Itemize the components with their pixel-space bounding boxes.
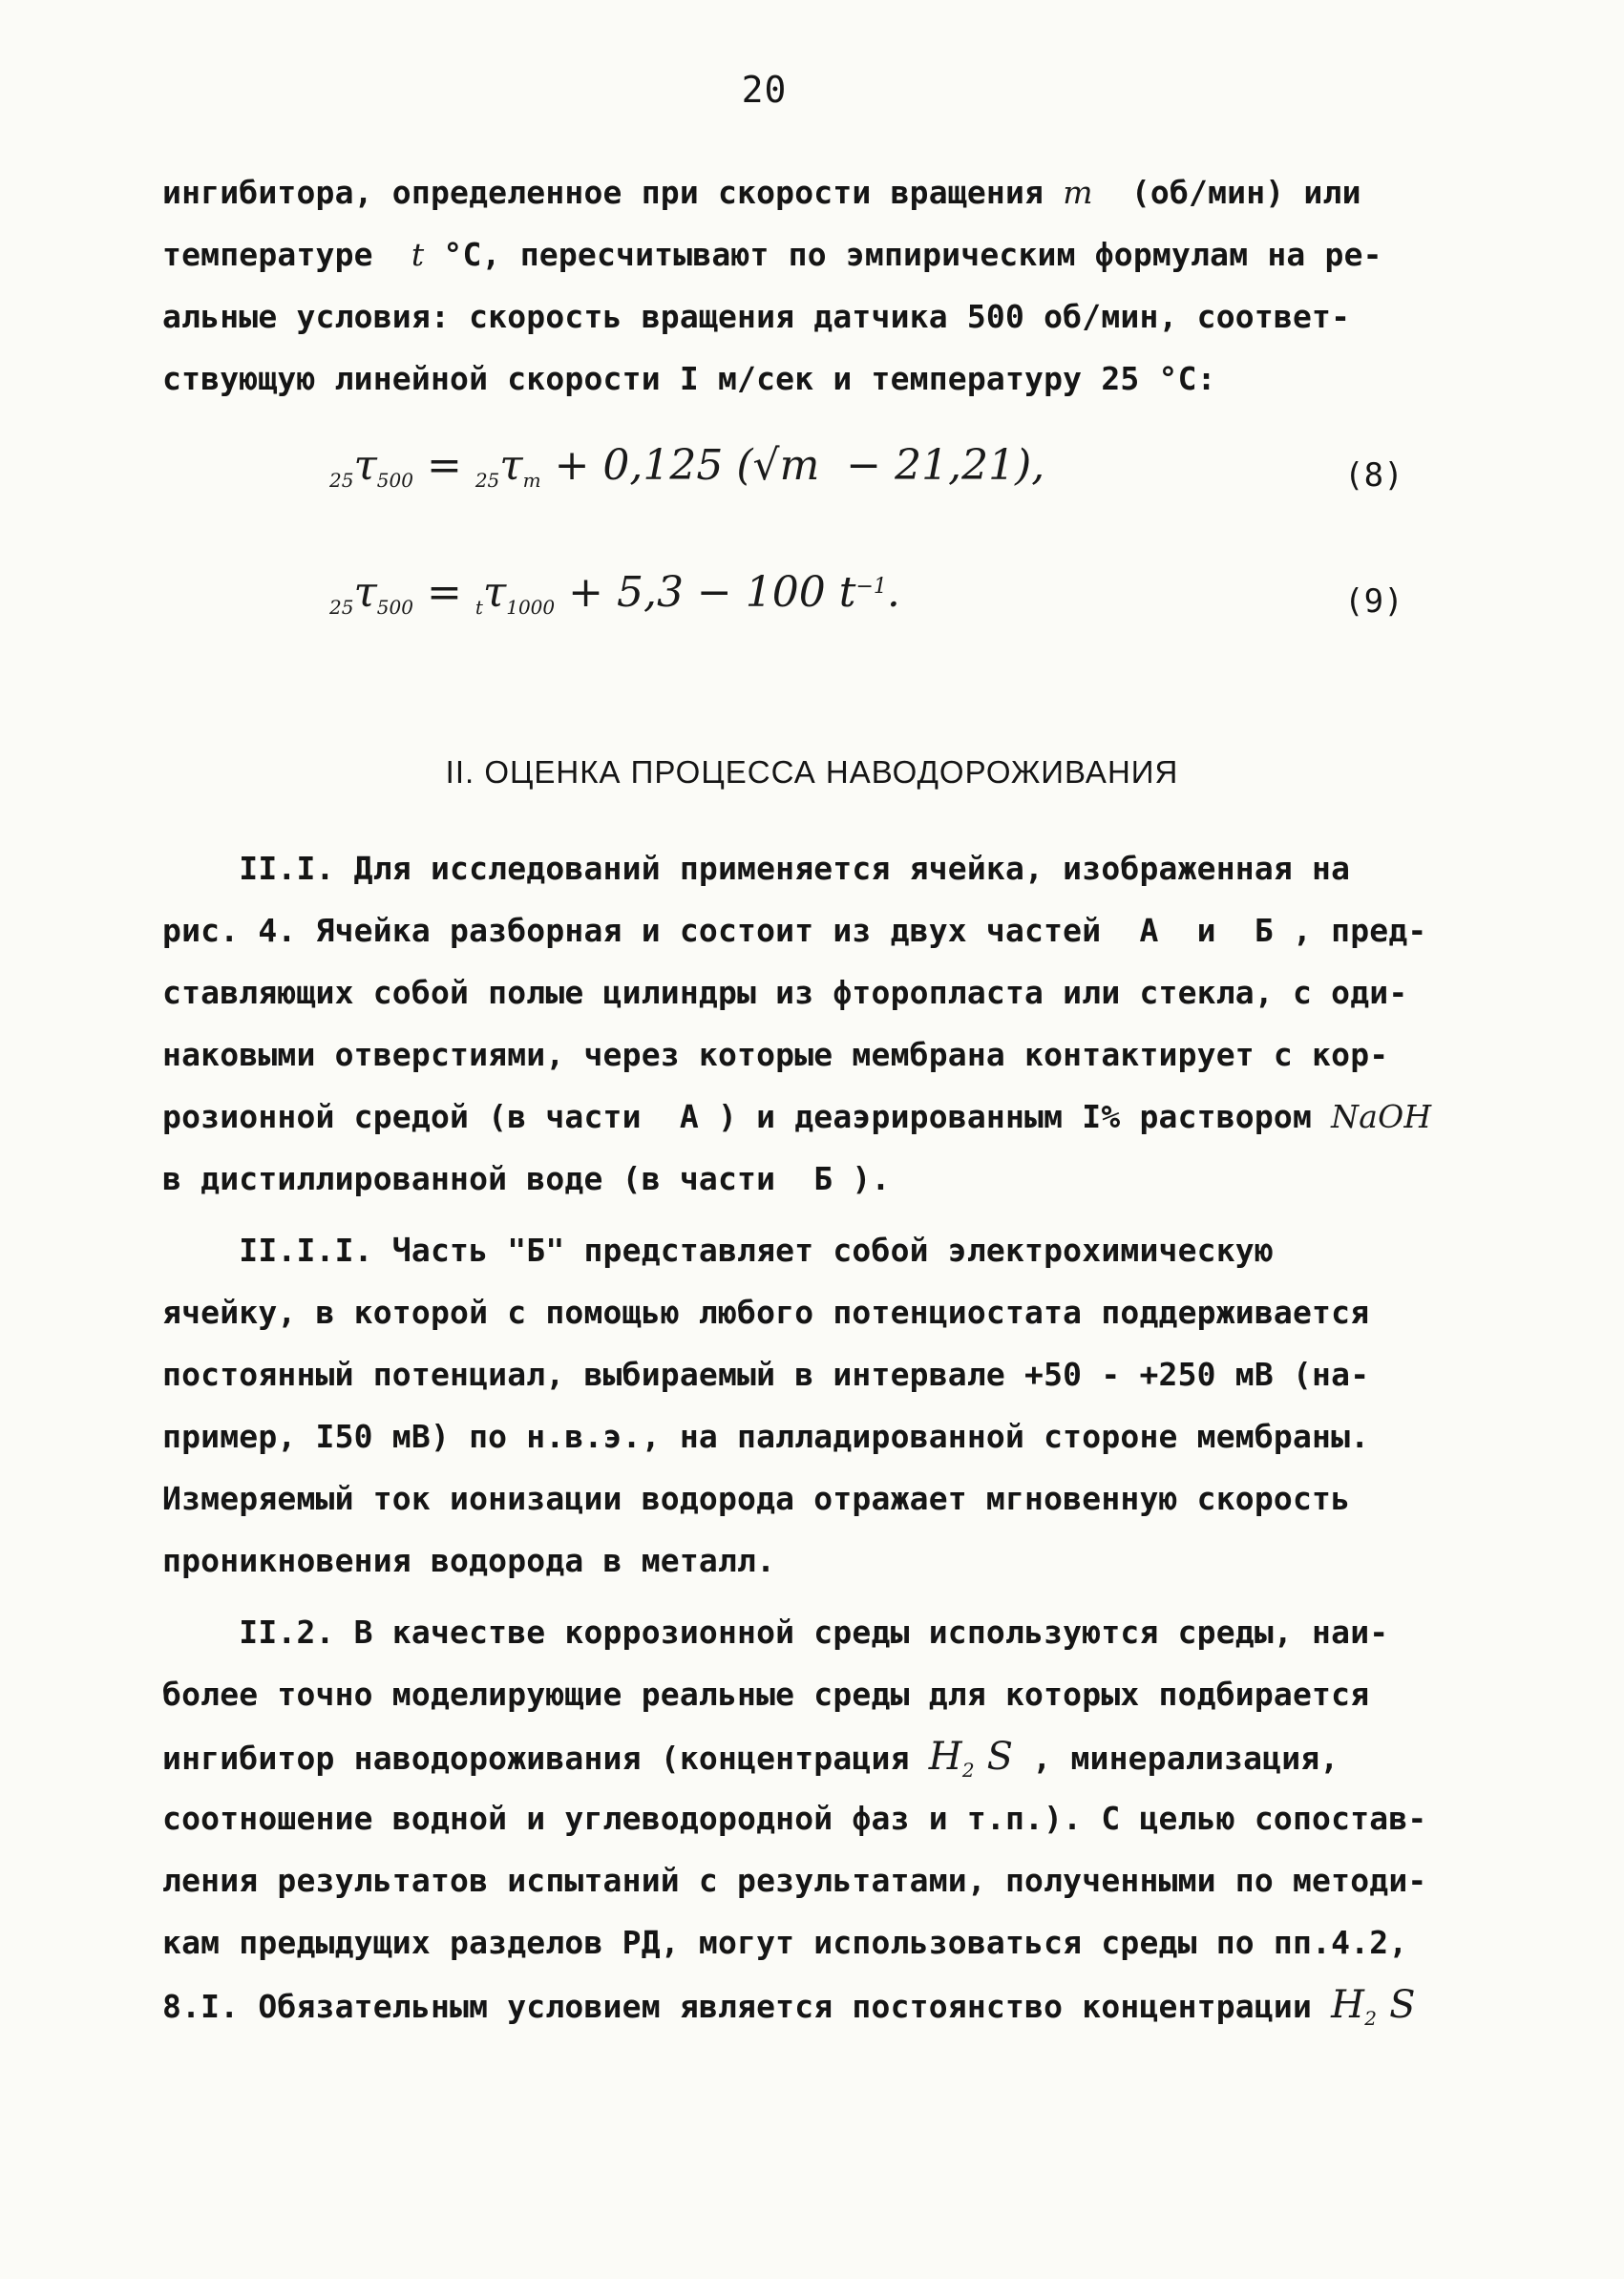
p2-line-6: проникновения водорода в металл. [162,1542,776,1579]
p2-line-1: II.I.I. Часть "Б" представляет собой электрохимическую [162,1232,1274,1269]
formula-9: 25τ500 = tτ1000 + 5,3 − 100 $t^{-1}$. [329,568,900,619]
intro-line-2: температуре t °C, пересчитывают по эмпирическим формулам на ре- [162,236,1382,273]
p3-line-1: II.2. В качестве коррозионной среды используются среды, наи- [162,1614,1389,1651]
p1-line-6: в дистиллированной воде (в части Б ). [162,1160,891,1197]
formula-9-number: (9) [1344,582,1404,621]
p2-line-3: постоянный потенциал, выбираемый в интервале +50 - +250 мВ (на- [162,1356,1370,1393]
p1-line-4: наковыми отверстиями, через которые мембрана контактирует с кор- [162,1036,1389,1073]
p2-line-2: ячейку, в которой с помощью любого потенциостата поддерживается [162,1294,1370,1331]
p1-line-2: рис. 4. Ячейка разборная и состоит из двух частей А и Б , пред- [162,912,1427,949]
p3-line-4: соотношение водной и углеводородной фаз и т.п.). С целью сопостав- [162,1800,1427,1837]
p3-line-5: ления результатов испытаний с результатами, полученными по методи- [162,1862,1427,1899]
p3-line-6: кам предыдущих разделов РД, могут использоваться среды по пп.4.2, [162,1924,1408,1961]
p1-line-1: II.I. Для исследований применяется ячейка, изображенная на [162,850,1351,887]
naoh-formula: NaOH [1331,1098,1432,1135]
formula-8-number: (8) [1344,456,1404,495]
h2s-formula-2: $H_2$ S [1331,1983,1416,2030]
h2s-formula: $H_2$ S [928,1735,1014,1782]
p1-line-3: ставляющих собой полые цилиндры из фторопласта или стекла, с оди- [162,974,1408,1011]
intro-line-4: ствующую линейной скорости I м/сек и температуру 25 °C: [162,360,1216,397]
formula-8: 25τ500 = 25τm + 0,125 (√m − 21,21), [329,441,1045,492]
page-number: 20 [741,69,788,111]
p2-line-4: пример, I50 мВ) по н.в.э., на палладированной стороне мембраны. [162,1418,1370,1455]
intro-line-1: ингибитора, определенное при скорости вращения m (об/мин) или [162,174,1361,211]
section-heading: II. ОЦЕНКА ПРОЦЕССА НАВОДОРОЖИВАНИЯ [445,754,1179,790]
symbol-m: m [1063,174,1093,211]
p1-line-5: розионной средой (в части А ) и деаэрированным I% раствором NaOH [162,1098,1432,1135]
p3-line-2: более точно моделирующие реальные среды для которых подбирается [162,1676,1370,1713]
intro-line-3: альные условия: скорость вращения датчика 500 об/мин, соответ- [162,298,1351,335]
p3-line-3: ингибитор наводороживания (концентрация $H_2$ S , минерализация, [162,1735,1339,1782]
p2-line-5: Измеряемый ток ионизации водорода отражает мгновенную скорость [162,1480,1351,1517]
symbol-t: t [411,236,425,273]
p3-line-7: 8.I. Обязательным условием является постоянство концентрации $H_2$ S [162,1983,1416,2030]
